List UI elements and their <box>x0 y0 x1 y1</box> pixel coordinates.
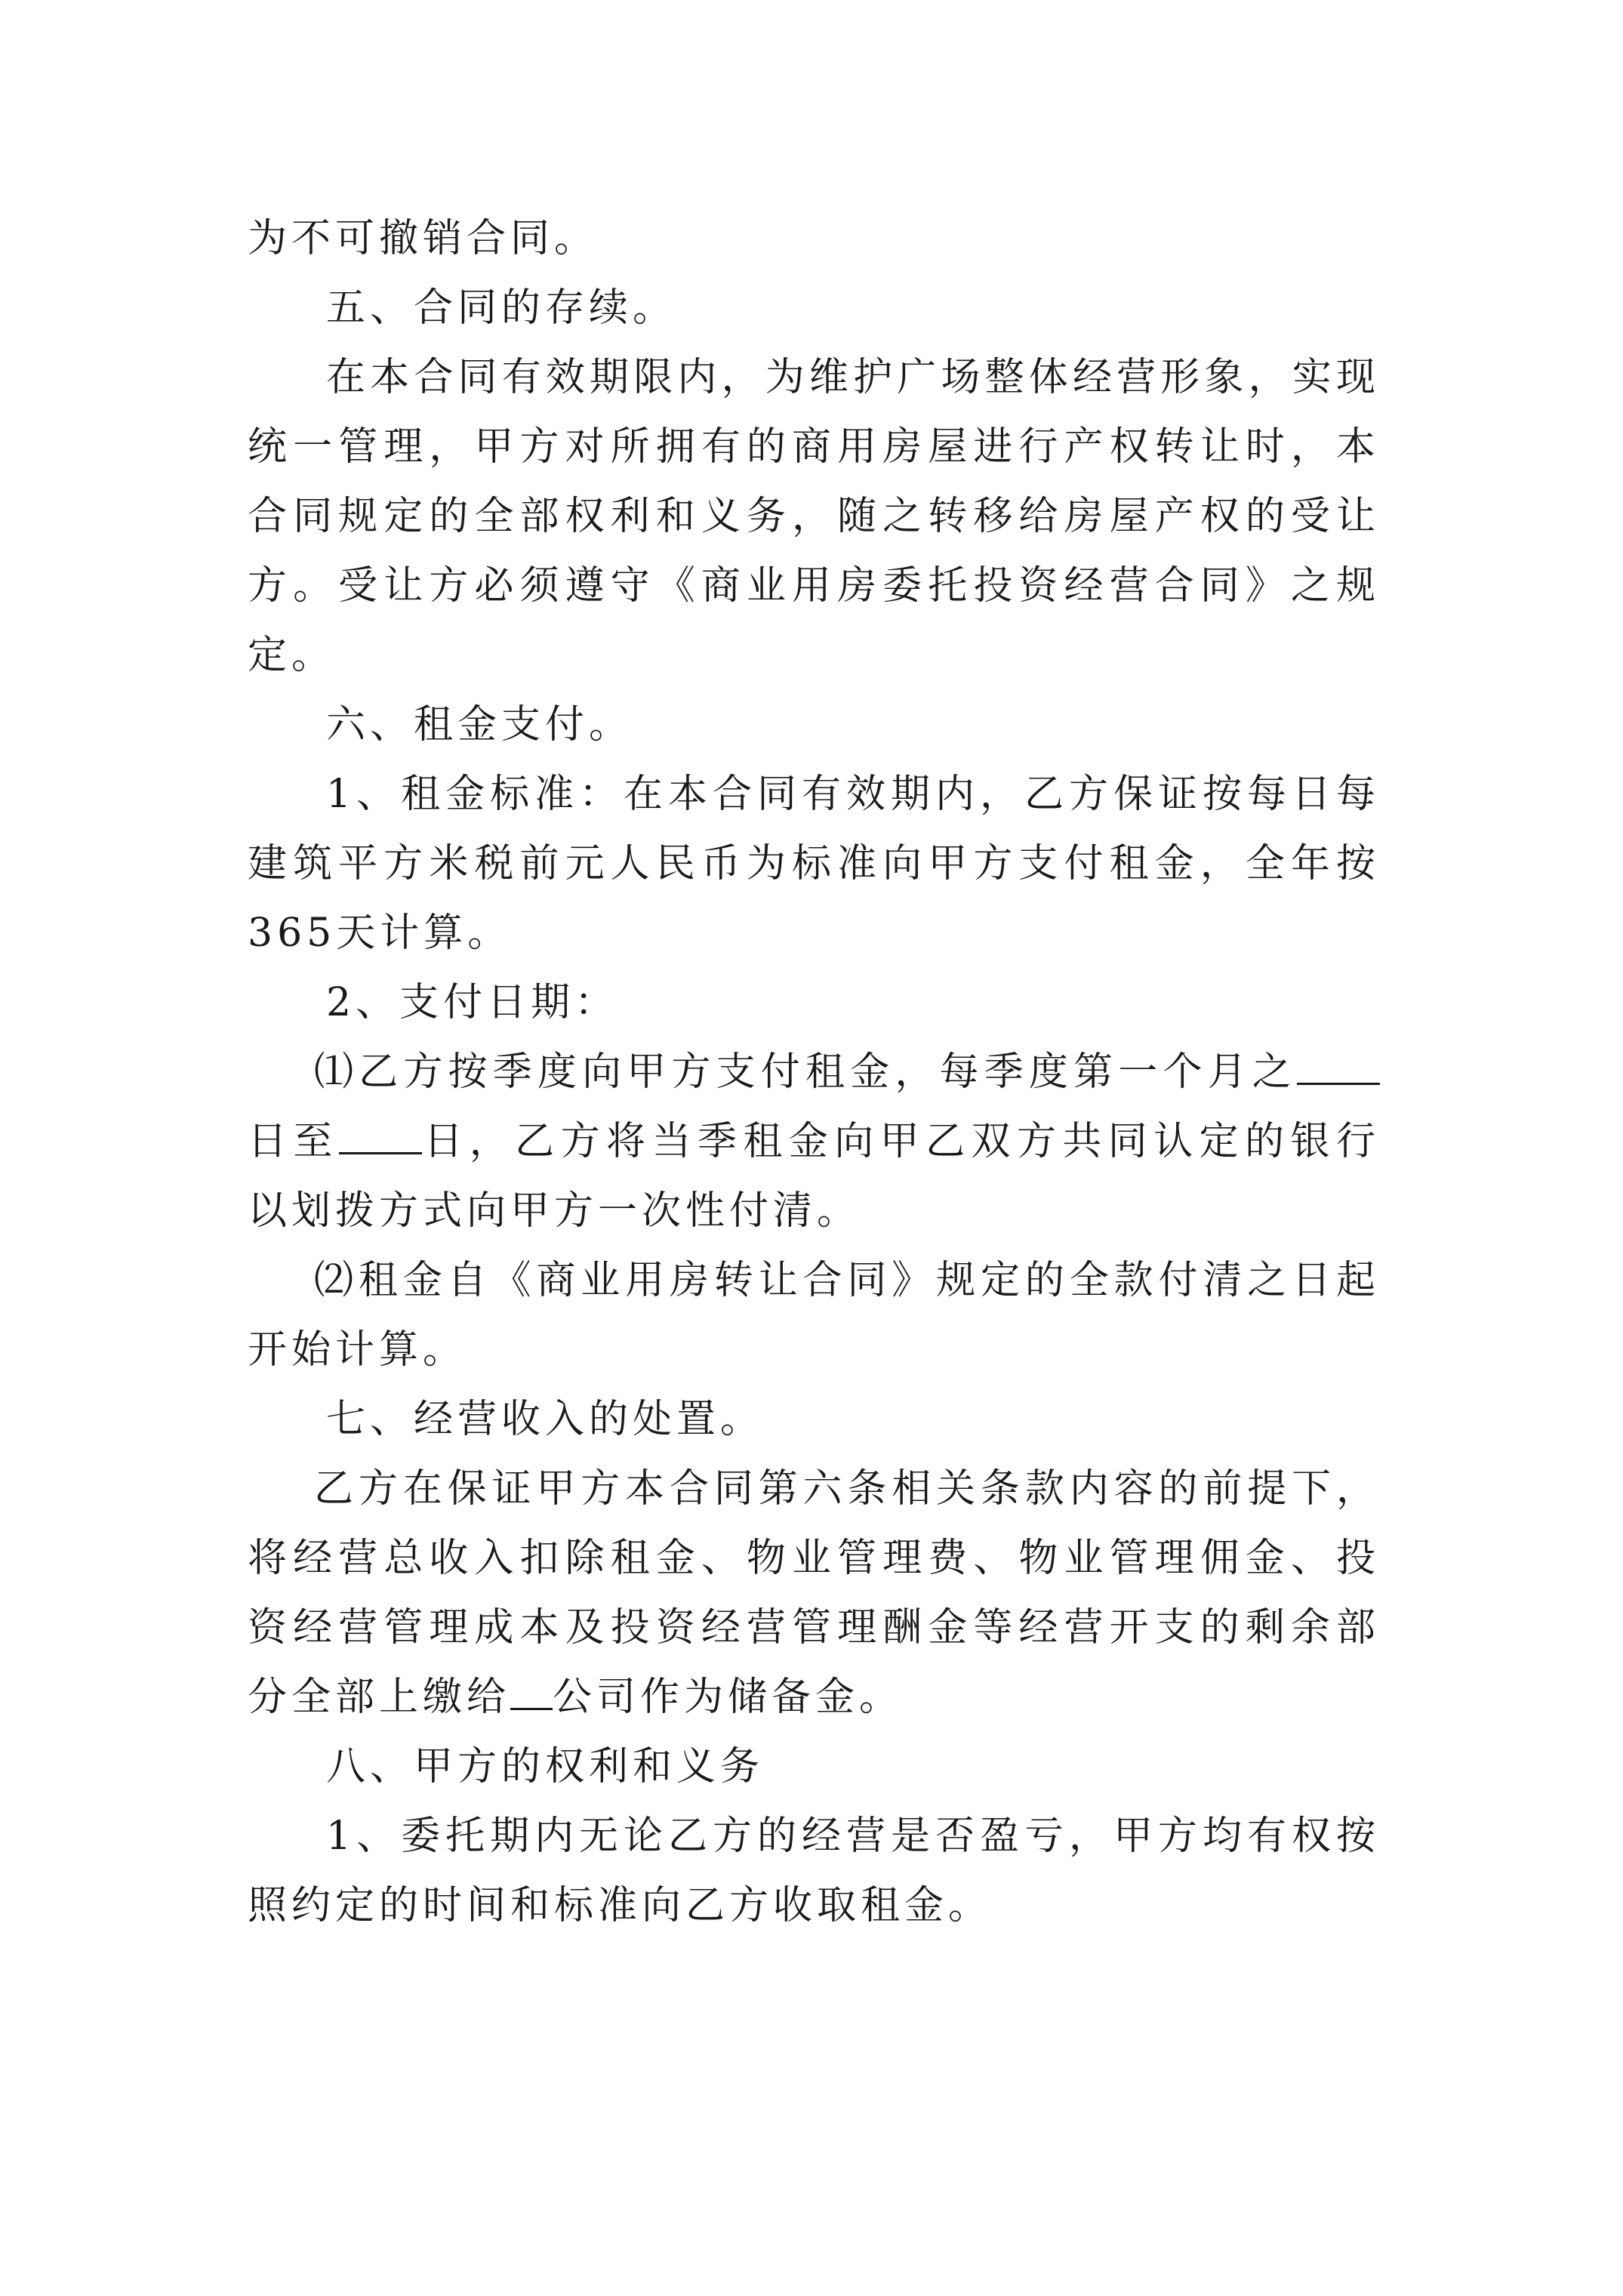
section-heading-5: 五、合同的存续。 <box>326 285 677 331</box>
paragraph-contract-continuity: 在本合同有效期限内，为维护广场整体经营形象，实现统一管理，甲方对所拥有的商用房屋进行产权转让时，本合同规定的全部权利和义务，随之转移给房屋产权的受让方。受让方必须遵守《商业用房委托投资经营合同》之规定。 <box>248 355 1380 678</box>
text-segment: ⑴乙方按季度向甲方支付租金，每季度第一个月之 <box>314 1049 1297 1095</box>
section-heading-8: 八、甲方的权利和义务 <box>326 1744 765 1789</box>
paragraph-party-a-rights: 1、委托期内无论乙方的经营是否盈亏，甲方均有权按照约定的时间和标准向乙方收取租金。 <box>248 1814 1380 1928</box>
paragraph-rent-start: ⑵租金自《商业用房转让合同》规定的全款付清之日起开始计算。 <box>248 1258 1380 1373</box>
text-segment: 公司作为储备金。 <box>553 1675 904 1720</box>
paragraph-payment-date: 2、支付日期： <box>326 980 619 1025</box>
paragraph-rent-standard: 1、租金标准：在本合同有效期内，乙方保证按每日每建筑平方米税前元人民币为标准向甲方支付租金，全年按365天计算。 <box>248 772 1380 956</box>
fill-in-blank <box>510 1673 553 1710</box>
section-heading-6: 六、租金支付。 <box>326 702 633 747</box>
fill-in-blank <box>1297 1048 1380 1085</box>
document-body <box>248 204 1380 1940</box>
text-segment: 乙方在保证甲方本合同第六条相关条款内容的前提下，将经营总收入扣除租金、物业管理费、物业管理佣金、投资经营管理成本及投资经营管理酬金等经营开支的剩余部分全部上缴给 <box>248 1466 1380 1720</box>
paragraph-income-disposal <box>248 1454 1380 1732</box>
text-segment: 日至 <box>248 1119 339 1164</box>
paragraph-continuation: 为不可撤销合同。 <box>248 216 599 261</box>
section-heading-7: 七、经营收入的处置。 <box>326 1397 765 1442</box>
text-segment: 日，乙方将当季租金向甲乙双方共同认定的银行以划拨方式向甲方一次性付清。 <box>248 1119 1380 1234</box>
paragraph-quarterly-payment <box>248 1037 1380 1246</box>
fill-in-blank <box>339 1117 422 1154</box>
